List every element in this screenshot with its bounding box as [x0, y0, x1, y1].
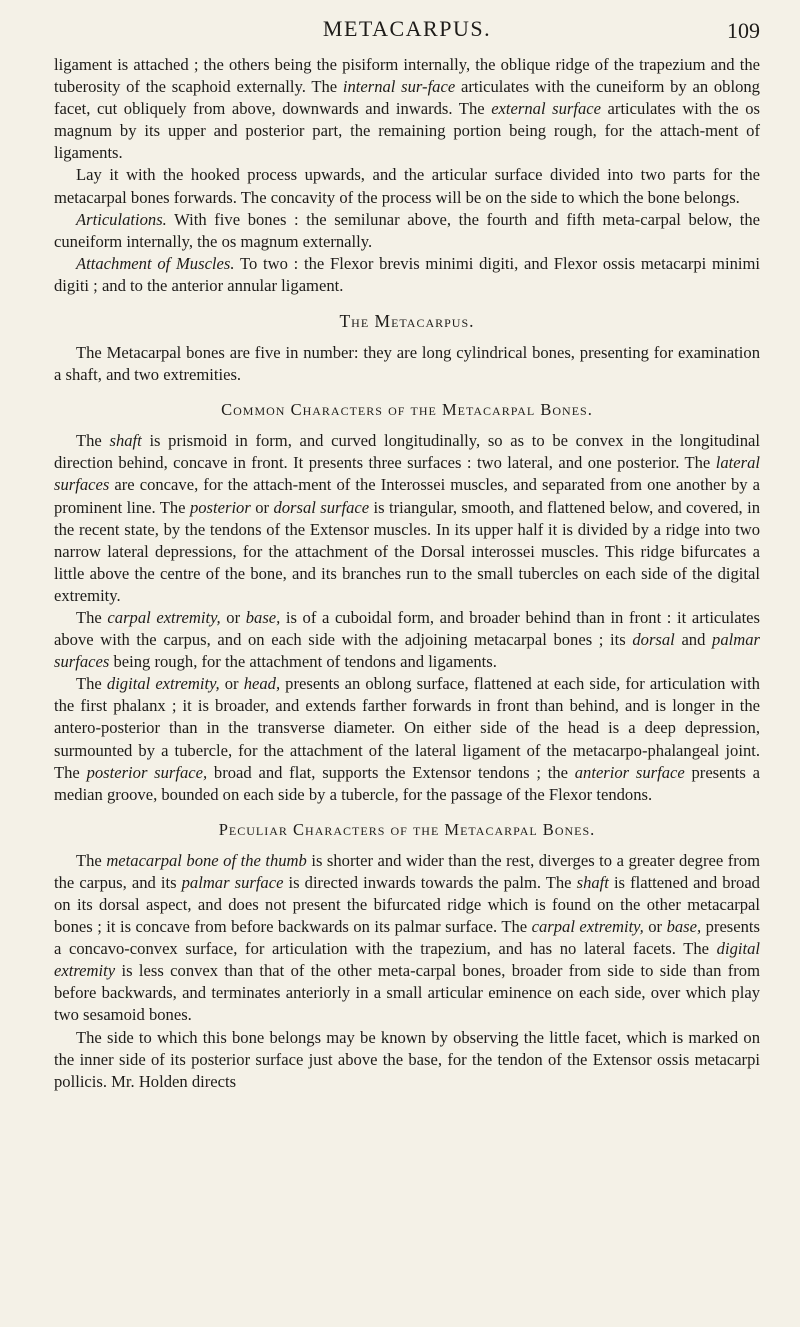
heading-metacarpus: The Metacarpus. [339, 311, 475, 332]
page-number: 109 [727, 18, 760, 43]
heading-peculiar-characters: Peculiar Characters of the Metacarpal Bones. [218, 819, 596, 839]
paragraph-metacarpal-intro: The Metacarpal bones are five in number: they are long cylindrical bones, presenting for examination a shaft, and two extremities. [54, 343, 760, 385]
paragraph-thumb-metacarpal: The metacarpal bone of the thumb is shorter and wider than the rest, diverges to a greater degree from the carpus, and its palmar surface is directed inwards towards the palm. The shaft is flattened and broad on its dorsal aspect, and does not present the bifurcated ridge which is found on the other metacarpal bones ; it is concave from before backwards on its palmar surface. The carpal extremity, or base, presents a concavo-convex surface, for articulation with the trapezium, and has no lateral facets. The digital extremity is less convex than that of the other meta-carpal bones, broader from side to side than from before backwards, and terminates anteriorly in a small articular eminence on each side, over which play two sesamoid bones. [54, 850, 760, 1025]
running-head [54, 16, 760, 50]
running-title: METACARPUS. [322, 16, 492, 41]
paragraph-carpal-extremity: The carpal extremity, or base, is of a cuboidal form, and broader behind than in front : it articulates above with the carpus, and on each side with the adjoining metacarpal bones ; its dorsal and palmar surfaces being rough, for the attachment of tendons and ligaments. [54, 607, 761, 672]
paragraph-orientation: Lay it with the hooked process upwards, and the articular surface divided into two parts for the metacarpal bones forwards. The concavity of the process will be on the side to which the bone belongs. [54, 165, 760, 207]
paragraph-trapezoid-surfaces: ligament is attached ; the others being the pisiform internally, the oblique ridge of the trapezium and the tuberosity of the scaphoid externally. The internal sur-face articulates with the cuneiform by an oblong facet, cut obliquely from above, downwards and inwards. The external surface articulates with the os magnum by its upper and posterior part, the remaining portion being rough, for the attach-ment of ligaments. [54, 55, 760, 163]
paragraph-thumb-side: The side to which this bone belongs may be known by observing the little facet, which is marked on the inner side of its posterior surface just above the base, for the tendon of the Extensor ossis metacarpi pollicis. Mr. Holden directs [54, 1027, 760, 1091]
paragraph-shaft: The shaft is prismoid in form, and curved longitudinally, so as to be convex in the longitudinal direction behind, concave in front. It presents three surfaces : two lateral, and one posterior. The lateral surfaces are concave, for the attach-ment of the Interossei muscles, and separated from one another by a prominent line. The posterior or dorsal surface is triangular, smooth, and flattened below, and covered, in the recent state, by the tendons of the Extensor muscles. In its upper half it is divided by a ridge into two narrow lateral depressions, for the attachment of the Dorsal interossei muscles. This ridge bifurcates a little above the centre of the bone, and its branches run to the small tubercles on each side of the digital extremity. [54, 431, 760, 605]
heading-common-characters: Common Characters of the Metacarpal Bones. [221, 400, 593, 420]
book-page [54, 16, 760, 1093]
paragraph-digital-extremity: The digital extremity, or head, presents an oblong surface, flattened at each side, for articulation with the first phalanx ; it is broader, and extends farther forwards in front than behind, and is longer in the antero-posterior than in the transverse diameter. On either side of the head is a deep depression, surmounted by a tubercle, for the attachment of the lateral ligament of the metacarpo-phalangeal joint. The posterior surface, broad and flat, supports the Extensor tendons ; the anterior surface presents a median groove, bounded on each side by a tubercle, for the passage of the Flexor tendons. [54, 674, 760, 804]
paragraph-articulations: Articulations. With five bones : the semilunar above, the fourth and fifth meta-carpal below, the cuneiform internally, the os magnum externally. [54, 209, 760, 251]
paragraph-attachment-muscles: Attachment of Muscles. To two : the Flexor brevis minimi digiti, and Flexor ossis metacarpi minimi digiti ; and to the anterior annular ligament. [54, 253, 760, 295]
